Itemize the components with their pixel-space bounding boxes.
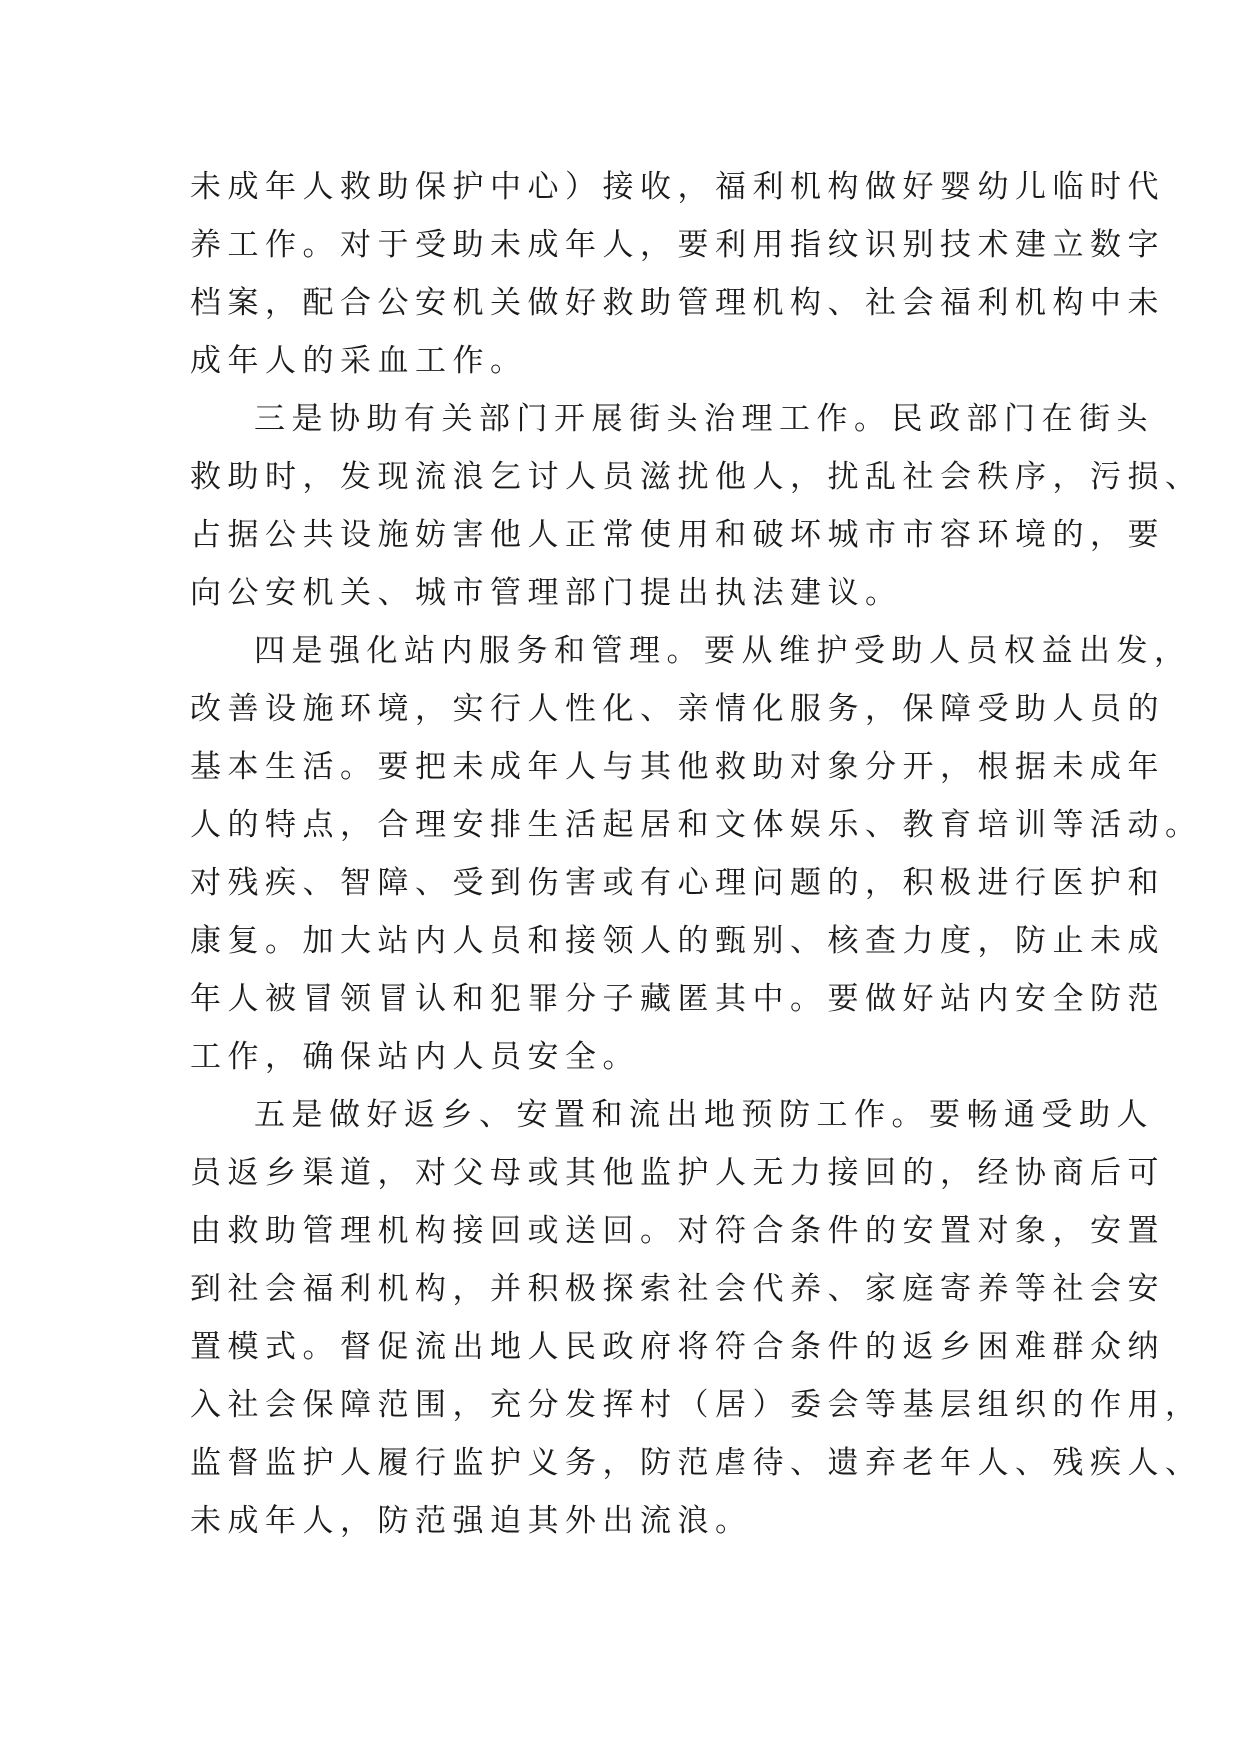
paragraph-start-line: 四是强化站内服务和管理。要从维护受助人员权益出发， — [254, 633, 1192, 669]
text-line: 成年人的采血工作。 — [190, 343, 528, 379]
paragraph-start-line: 五是做好返乡、安置和流出地预防工作。要畅通受助人 — [254, 1097, 1154, 1133]
text-line: 养工作。对于受助未成年人，要利用指纹识别技术建立数字 — [190, 227, 1165, 263]
text-line: 年人被冒领冒认和犯罪分子藏匿其中。要做好站内安全防范 — [190, 981, 1165, 1017]
document-body — [190, 158, 1203, 1550]
text-line: 向公安机关、城市管理部门提出执法建议。 — [190, 575, 903, 611]
text-line: 改善设施环境，实行人性化、亲情化服务，保障受助人员的 — [190, 691, 1165, 727]
text-line: 档案，配合公安机关做好救助管理机构、社会福利机构中未 — [190, 285, 1165, 321]
text-line: 入社会保障范围，充分发挥村（居）委会等基层组织的作用， — [190, 1387, 1203, 1423]
text-line: 基本生活。要把未成年人与其他救助对象分开，根据未成年 — [190, 749, 1165, 785]
text-line: 未成年人，防范强迫其外出流浪。 — [190, 1503, 753, 1539]
text-line: 工作，确保站内人员安全。 — [190, 1039, 640, 1075]
text-line: 占据公共设施妨害他人正常使用和破坏城市市容环境的，要 — [190, 517, 1165, 553]
text-line: 未成年人救助保护中心）接收，福利机构做好婴幼儿临时代 — [190, 169, 1165, 205]
text-line: 置模式。督促流出地人民政府将符合条件的返乡困难群众纳 — [190, 1329, 1165, 1365]
text-line: 到社会福利机构，并积极探索社会代养、家庭寄养等社会安 — [190, 1271, 1165, 1307]
text-line: 救助时，发现流浪乞讨人员滋扰他人，扰乱社会秩序，污损、 — [190, 459, 1203, 495]
text-line: 由救助管理机构接回或送回。对符合条件的安置对象，安置 — [190, 1213, 1165, 1249]
text-line: 人的特点，合理安排生活起居和文体娱乐、教育培训等活动。 — [190, 807, 1203, 843]
text-line: 员返乡渠道，对父母或其他监护人无力接回的，经协商后可 — [190, 1155, 1165, 1191]
text-line: 监督监护人履行监护义务，防范虐待、遗弃老年人、残疾人、 — [190, 1445, 1203, 1481]
text-line: 对残疾、智障、受到伤害或有心理问题的，积极进行医护和 — [190, 865, 1165, 901]
text-line: 康复。加大站内人员和接领人的甄别、核查力度，防止未成 — [190, 923, 1165, 959]
paragraph-start-line: 三是协助有关部门开展街头治理工作。民政部门在街头 — [254, 401, 1154, 437]
